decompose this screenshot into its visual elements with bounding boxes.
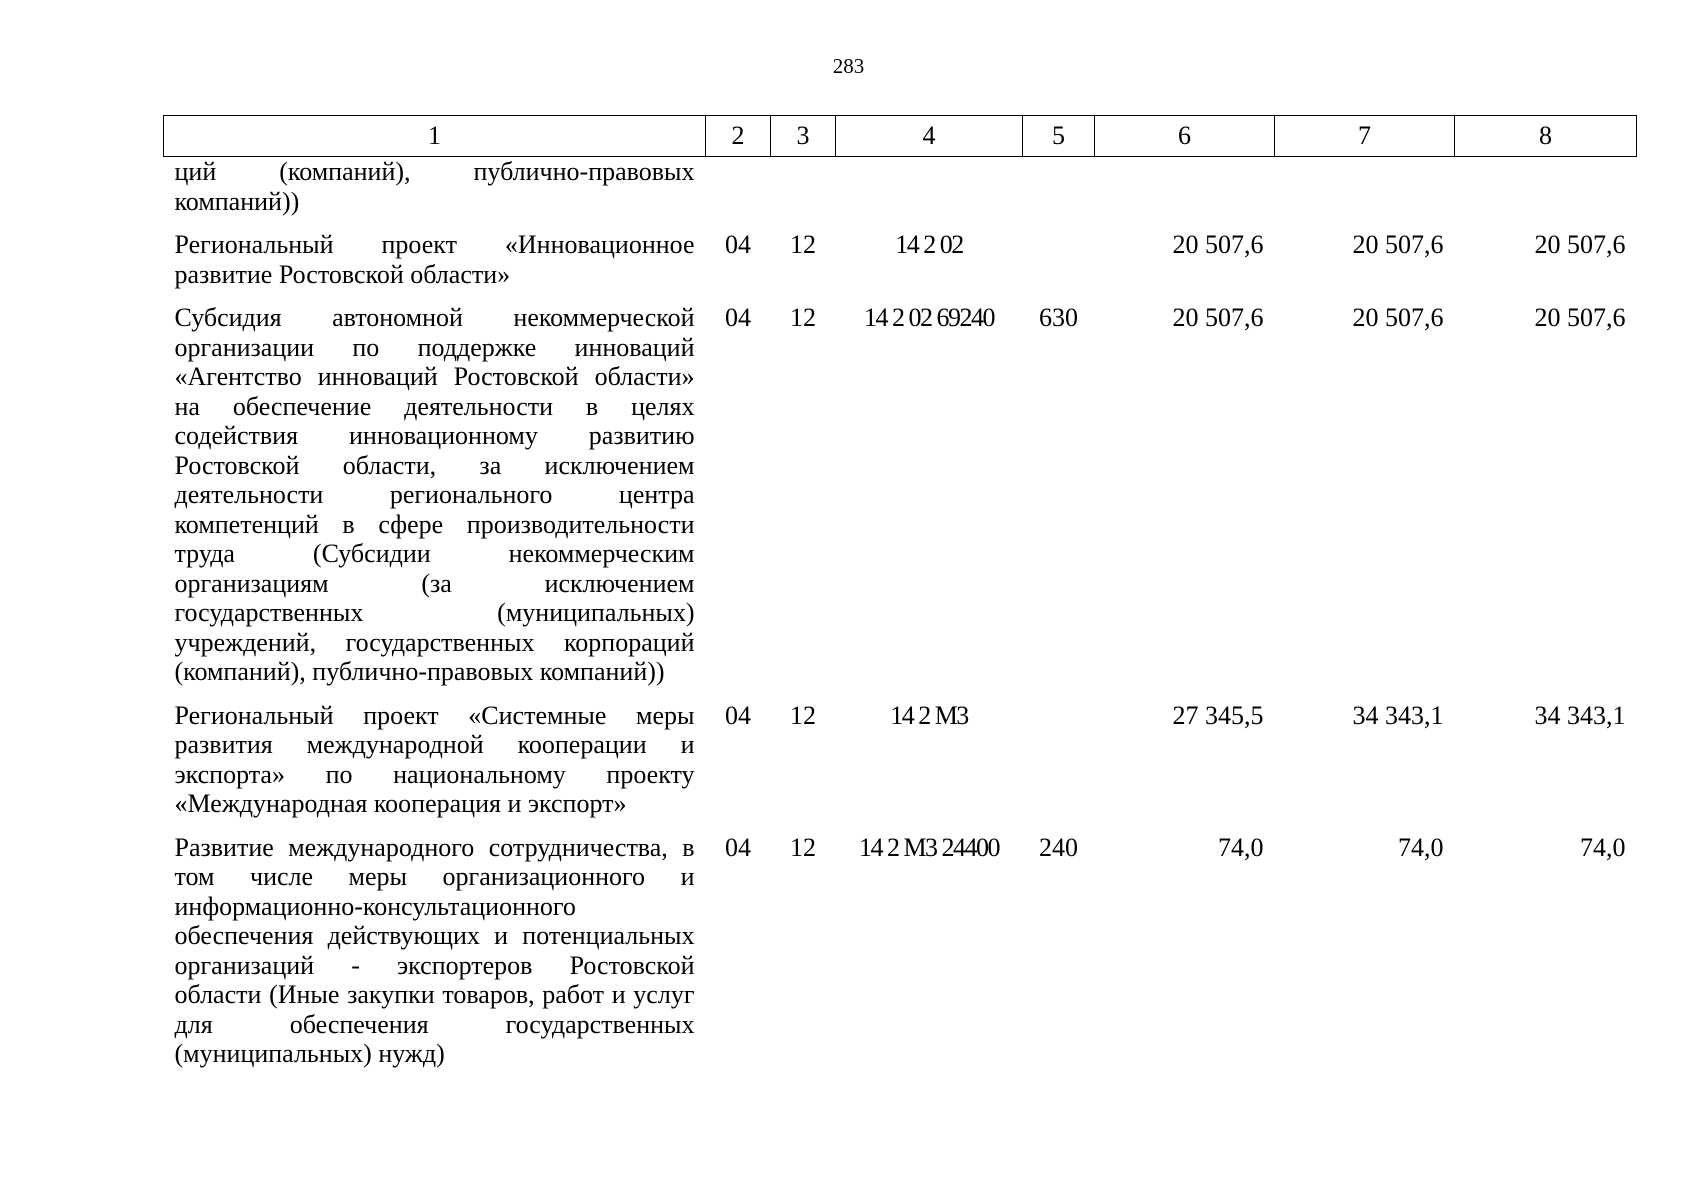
row-target-code (836, 157, 1023, 231)
row-section: 04 (725, 230, 751, 259)
row-amount-col8: 20 507,6 (1534, 303, 1626, 332)
row-name: Развитие международного сотрудничества, в том числе меры организационного и информационно-консультационного обеспечения действующих и потенциальных организаций - экспортеров Ростовской области (Иные закупки товаров, работ и услуг для обеспечения государственных (муниципальных) нужд) (174, 832, 695, 1068)
table-row (164, 833, 1637, 1083)
column-header-3: 3 (771, 116, 836, 157)
row-amount-col6: 74,0 (1218, 832, 1264, 862)
row-amount-col8 (1455, 157, 1637, 231)
table-row (164, 157, 1637, 231)
row-amount-col6: 20 507,6 (1172, 230, 1264, 259)
row-section: 04 (725, 832, 751, 862)
row-amount-col7: 34 343,1 (1352, 700, 1444, 730)
row-section (706, 157, 771, 231)
budget-table (163, 115, 1637, 1083)
row-amount-col7: 20 507,6 (1352, 303, 1444, 332)
row-expense-type (1023, 157, 1095, 231)
row-expense-type: 240 (1039, 832, 1078, 862)
page-number: 283 (832, 54, 865, 78)
column-header-1: 1 (164, 116, 706, 157)
row-expense-type (1023, 701, 1095, 833)
column-number-row (164, 116, 1637, 157)
row-target-code: 14 2 M3 (890, 700, 968, 730)
column-header-4: 4 (836, 116, 1023, 157)
column-header-7: 7 (1275, 116, 1455, 157)
column-header-6: 6 (1095, 116, 1275, 157)
row-name: Региональный проект «Системные меры развития международной кооперации и экспорта» по национальному проекту «Международная кооперация и экспорт» (174, 700, 695, 818)
row-amount-col8: 20 507,6 (1534, 230, 1626, 259)
row-subsection: 12 (790, 832, 816, 862)
row-amount-col7: 74,0 (1398, 832, 1444, 862)
row-amount-col7: 20 507,6 (1352, 230, 1444, 259)
row-amount-col6 (1095, 157, 1275, 231)
row-target-code: 14 2 M3 24400 (858, 832, 1000, 862)
row-target-code: 14 2 02 69240 (864, 303, 994, 332)
row-amount-col7 (1275, 157, 1455, 231)
row-section: 04 (725, 700, 751, 730)
table-row (164, 303, 1637, 701)
row-subsection (771, 157, 836, 231)
row-amount-col6: 27 345,5 (1172, 700, 1264, 730)
row-target-code: 14 2 02 (895, 230, 963, 259)
row-subsection: 12 (790, 700, 816, 730)
row-amount-col6: 20 507,6 (1172, 303, 1264, 332)
table-row (164, 230, 1637, 303)
row-amount-col8: 34 343,1 (1534, 700, 1626, 730)
row-name: Региональный проект «Инновационное развитие Ростовской области» (174, 230, 695, 289)
row-subsection: 12 (790, 230, 816, 259)
row-expense-type (1023, 230, 1095, 303)
column-header-2: 2 (706, 116, 771, 157)
table-row (164, 701, 1637, 833)
column-header-5: 5 (1023, 116, 1095, 157)
row-name: Субсидия автономной некоммерческой организации по поддержке инноваций «Агентство инноваций Ростовской области» на обеспечение деятельности в целях содействия инновационному развитию Ростовской области, за исключением деятельности регионального центра компетенций в сфере производительности труда (Субсидии некоммерческим организациям (за исключением государственных (муниципальных) учреждений, государственных корпораций (компаний), публично-правовых компаний)) (174, 303, 695, 686)
row-amount-col8: 74,0 (1580, 832, 1626, 862)
row-section: 04 (725, 303, 751, 332)
row-name: ций (компаний), публично-правовых компаний)) (174, 157, 695, 216)
row-subsection: 12 (790, 303, 816, 332)
column-header-8: 8 (1455, 116, 1637, 157)
row-expense-type: 630 (1039, 303, 1078, 332)
